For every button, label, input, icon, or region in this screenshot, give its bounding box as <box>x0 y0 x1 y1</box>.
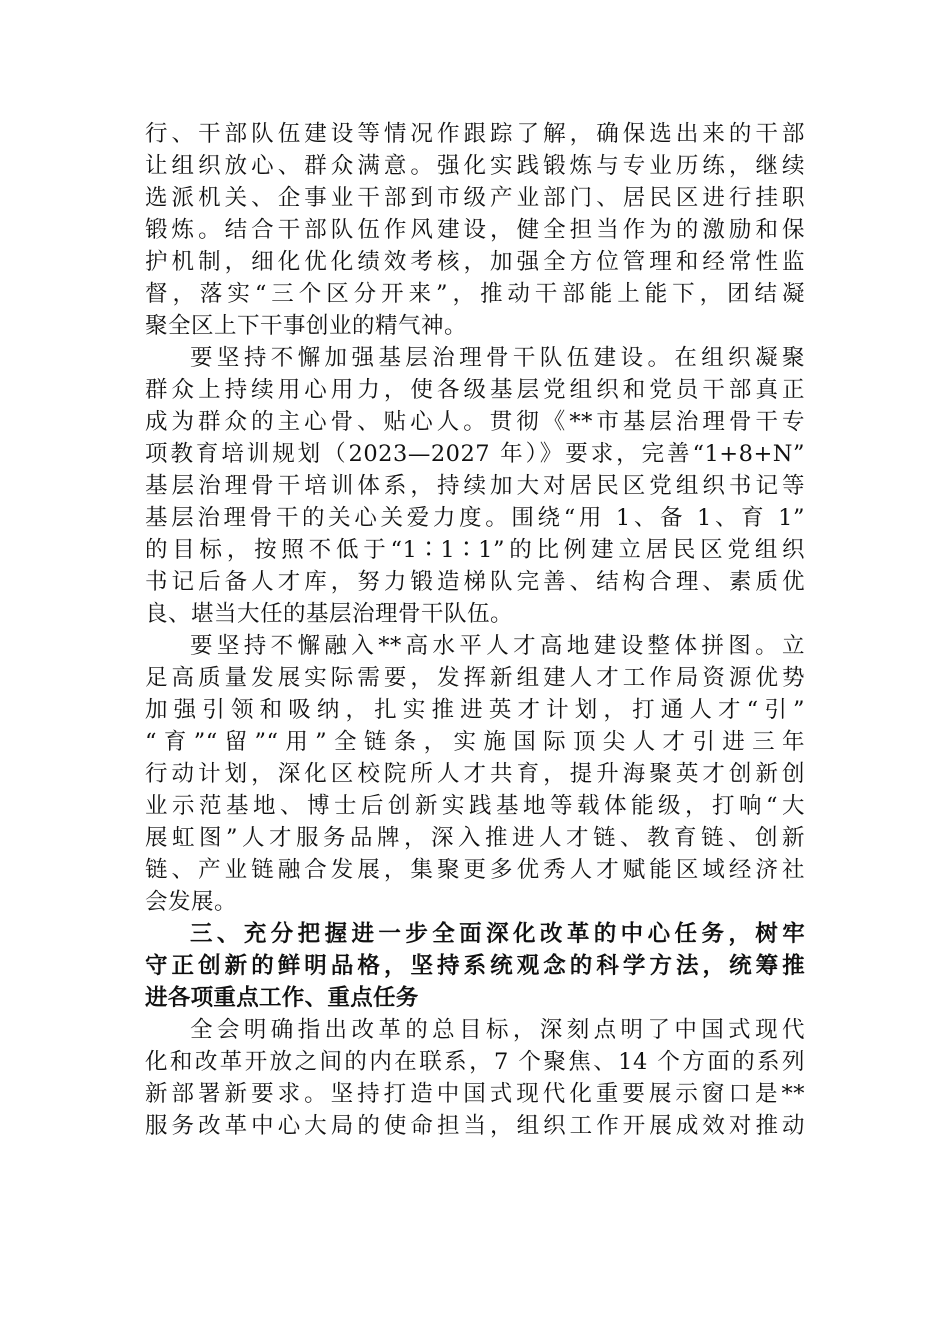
text-line: 服务改革中心大局的使命担当，组织工作开展成效对推动 <box>145 1113 805 1139</box>
heading-line: 守正创新的鲜明品格，坚持系统观念的科学方法，统筹推 <box>145 953 805 979</box>
text-line: 选派机关、企事业干部到市级产业部门、居民区进行挂职 <box>145 185 805 211</box>
paragraph-reform-goal <box>145 1014 805 1142</box>
text-line: 群众上持续用心用力，使各级基层党组织和党员干部真正 <box>145 377 805 403</box>
text-line: 业示范基地、博士后创新实践基地等载体能级，打响“大 <box>145 793 805 819</box>
text-line: 足高质量发展实际需要，发挥新组建人才工作局资源优势 <box>145 665 805 691</box>
text-line: 新部署新要求。坚持打造中国式现代化重要展示窗口是** <box>145 1081 805 1107</box>
text-line: 会发展。 <box>145 889 238 915</box>
text-line: 要坚持不懈融入**高水平人才高地建设整体拼图。立 <box>190 633 805 659</box>
paragraph-talent-highland <box>145 630 805 918</box>
text-line: 护机制，细化优化绩效考核，加强全方位管理和经常性监 <box>145 249 805 275</box>
text-line: 良、堪当大任的基层治理骨干队伍。 <box>145 601 514 627</box>
text-line: 的目标，按照不低于“1∶1∶1”的比例建立居民区党组织 <box>145 537 805 563</box>
text-line: 督，落实“三个区分开来”，推动干部能上能下，团结凝 <box>145 281 805 307</box>
text-line: 行动计划，深化区校院所人才共育，提升海聚英才创新创 <box>145 761 805 787</box>
text-line: 全会明确指出改革的总目标，深刻点明了中国式现代 <box>190 1017 805 1043</box>
text-line: 锻炼。结合干部队伍作风建设，健全担当作为的激励和保 <box>145 217 805 243</box>
text-line: 聚全区上下干事创业的精气神。 <box>145 313 468 339</box>
heading-line: 进各项重点工作、重点任务 <box>145 985 419 1011</box>
section-heading <box>145 918 805 1014</box>
text-line: 基层治理骨干培训体系，持续加大对居民区党组织书记等 <box>145 473 805 499</box>
text-line: 成为群众的主心骨、贴心人。贯彻《**市基层治理骨干专 <box>145 409 805 435</box>
text-line: 展虹图”人才服务品牌，深入推进人才链、教育链、创新 <box>145 825 805 851</box>
document-body <box>145 118 805 1142</box>
text-line: 书记后备人才库，努力锻造梯队完善、结构合理、素质优 <box>145 569 805 595</box>
text-line: “育”“留”“用”全链条，实施国际顶尖人才引进三年 <box>145 729 805 755</box>
text-line: 让组织放心、群众满意。强化实践锻炼与专业历练，继续 <box>145 153 805 179</box>
text-line: 行、干部队伍建设等情况作跟踪了解，确保选出来的干部 <box>145 121 805 147</box>
paragraph-grassroots-backbone <box>145 342 805 630</box>
heading-line: 三、充分把握进一步全面深化改革的中心任务，树牢 <box>190 921 805 947</box>
text-line: 加强引领和吸纳，扎实推进英才计划，打通人才“引” <box>145 697 805 723</box>
text-line: 项教育培训规划（2023—2027 年）》要求，完善“1+8+N” <box>145 441 805 467</box>
text-line: 化和改革开放之间的内在联系，7 个聚焦、14 个方面的系列 <box>145 1049 805 1075</box>
text-line: 要坚持不懈加强基层治理骨干队伍建设。在组织凝聚 <box>190 345 805 371</box>
text-line: 链、产业链融合发展，集聚更多优秀人才赋能区域经济社 <box>145 857 805 883</box>
text-line: 基层治理骨干的关心关爱力度。围绕“用 1、备 1、育 1” <box>145 505 805 531</box>
paragraph-cadre-tracking <box>145 118 805 342</box>
